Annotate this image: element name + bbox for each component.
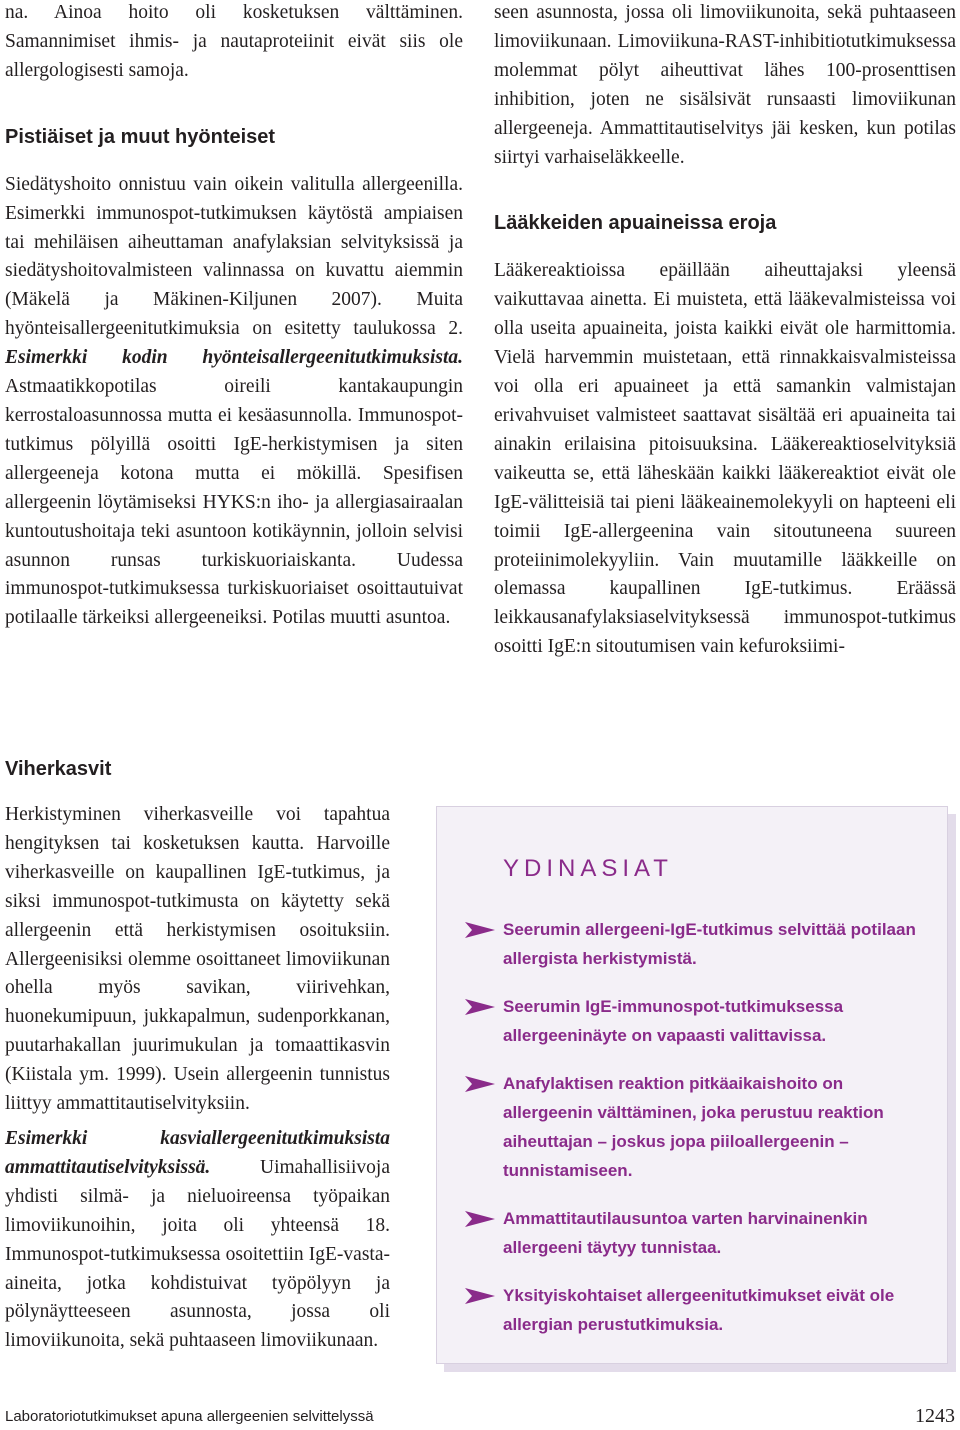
heading-drugs: Lääkkeiden apuaineissa eroja — [494, 212, 777, 235]
home-insects-text: Astmaatikkopotilas oireili kantakaupungin kerrostaloasunnossa mutta ei kesäasunnolla. Immunospot-tutkimus pölyillä osoitti IgE-herkistymisen ja siten allergeeneja kotona mutta ei mökillä. Spesifisen allergeenin löytämiseksi HYKS:n iho- ja allergiasairaalan kuntoutushoitaja teki asuntoon kotikäynnin, jolloin selvisi asunnon runsas turkiskuoriaiskanta. Uudessa immunospot-tutkimuksessa turkiskuoriaiset osoittautuivat potilaalle tärkeiksi allergeeneiksi. Potilas muutti asuntoa. — [5, 376, 463, 629]
continued-paragraph: seen asunnosta, jossa oli limoviikunoita, sekä puhtaaseen limoviikunaan. Limoviikuna-RAST-inhibitiotutkimuksessa molemmat pölyt aiheuttivat lähes 100-prosenttisen inhibition, joten ne sisälsivät runsaasti limoviikunan allergeeneja. Ammattitautiselvitys jäi kesken, kun potilas siirtyi varhaiseläkkeelle. — [494, 2, 956, 168]
key-point-item — [465, 915, 925, 973]
intro-paragraph: na. Ainoa hoito oli kosketuksen välttäminen. Samannimiset ihmis- ja nautaproteiinit eivät siis ole allergologisesti samoja. — [5, 2, 463, 81]
key-point-text: Seerumin IgE-immunospot-tutkimuksessa allergeeninäyte on vapaasti valittavissa. — [503, 997, 844, 1045]
key-point-text: Yksityiskohtaiset allergeenitutkimukset eivät ole allergian perustutkimuksia. — [503, 1286, 895, 1334]
arrow-bullet-icon — [465, 922, 495, 938]
plants-example-text: Uimahallisiivoja yhdisti silmä- ja nieluoireensa työpaikan limoviikunoihin, joita oli yhteensä 18. Immunospot-tutkimuksessa osoitettiin IgE-vasta-aineita, jotka kohdistuivat työpölyyn ja pölynäytteeseen asunnosta, jossa oli limoviikunoita, sekä puhtaaseen limoviikunaan. — [5, 1156, 390, 1352]
arrow-bullet-icon — [465, 1076, 495, 1092]
key-points-list — [465, 915, 925, 1358]
drugs-paragraph: Lääkereaktioissa epäillään aiheuttajaksi yleensä vaikuttavaa ainetta. Ei muisteta, että lääkevalmisteissa voi olla useita apuaineita, joista kaikki eivät ole harmittomia. Vielä harvemmin muistetaan, että rinnakkaisvalmisteissa voi olla eri apuaineet ja että samankin valmistajan erivahvuiset valmisteet saattavat sisältää eri apuaineita tai ainakin erilaisina pitoisuuksina. Lääkereaktioselvityksiä vaikeutta se, että läheskään kaikki lääkereaktiot eivät ole IgE-välitteisiä tai pieni lääkeainemolekyyli on hapteeni eli toimii IgE-allergeenina vain sitoutuneena suureen proteiinimolekyyliin. Vain muutamille lääkkeille on olemassa kaupallinen IgE-tutkimus. Eräässä leikkausanafylaksiaselvityksessä immunospot-tutkimus osoitti IgE:n sitoutumisen vain kefuroksiimi- — [494, 260, 956, 658]
insects-paragraph — [5, 171, 463, 634]
running-title: Laboratoriotutkimukset apuna allergeenien selvittelyssä — [5, 1408, 374, 1425]
heading-insects: Pistiäiset ja muut hyönteiset — [5, 125, 276, 148]
arrow-bullet-icon — [465, 1211, 495, 1227]
key-point-item — [465, 1204, 925, 1262]
key-points-title: YDINASIAT — [503, 855, 673, 882]
key-point-item — [465, 1069, 925, 1185]
key-point-text: Seerumin allergeeni-IgE-tutkimus selvittää potilaan allergista herkistymistä. — [503, 920, 916, 968]
subheading-home-insects: Esimerkki kodin hyönteisallergeenitutkimuksista. — [5, 347, 463, 369]
key-point-item — [465, 1281, 925, 1339]
key-points-box — [436, 806, 948, 1364]
insects-text: Siedätyshoito onnistuu vain oikein valitulla allergeenilla. Esimerkki immunospot-tutkimuksen käytöstä ampiaisen tai mehiläisen aiheuttaman anafylaksian selvityksissä ja siedätyshoitovalmisteen valinnassa on kuvattu aiemmin (Mäkelä ja Mäkinen-Kiljunen 2007). Muita hyönteisallergeenitutkimuksia on esitetty taulukossa 2. — [5, 173, 463, 340]
plants-example-paragraph — [5, 1125, 390, 1356]
subheading-plants-example: Esimerkki kasviallergeenitutkimuksista ammattitautiselvityksissä. — [5, 1127, 390, 1178]
key-point-text: Ammattitautilausuntoa varten harvinainenkin allergeeni täytyy tunnistaa. — [503, 1209, 868, 1257]
left-column — [5, 0, 463, 633]
key-point-item — [465, 992, 925, 1050]
right-column — [494, 0, 956, 662]
plants-paragraph: Herkistyminen viherkasveille voi tapahtua hengityksen tai kosketuksen kautta. Harvoille viherkasveille on kaupallinen IgE-tutkimus, ja siksi immunospot-tutkimusta on käytetty sekä allergeenin että herkistymisen osoituksiin. Allergeenisiksi olemme osoittaneet limoviikunan ohella myös savikan, viirivehkan, huonekumipuun, jukkapalmun, sudenporkkanan, puutarhakallan juurimukulan ja tomaattikasvin (Kiistala ym. 1999). Usein allergeenin tunnistus liittyy ammattitautiselvityksiin. — [5, 804, 390, 1115]
heading-plants: Viherkasvit — [5, 758, 112, 780]
arrow-bullet-icon — [465, 1288, 495, 1304]
page-number: 1243 — [915, 1405, 955, 1427]
left-column-lower — [5, 801, 390, 1356]
key-point-text: Anafylaktisen reaktion pitkäaikaishoito on allergeenin välttäminen, joka perustuu reaktion aiheuttajan – joskus jopa piiloallergeenin – tunnistamiseen. — [503, 1074, 884, 1180]
arrow-bullet-icon — [465, 999, 495, 1015]
